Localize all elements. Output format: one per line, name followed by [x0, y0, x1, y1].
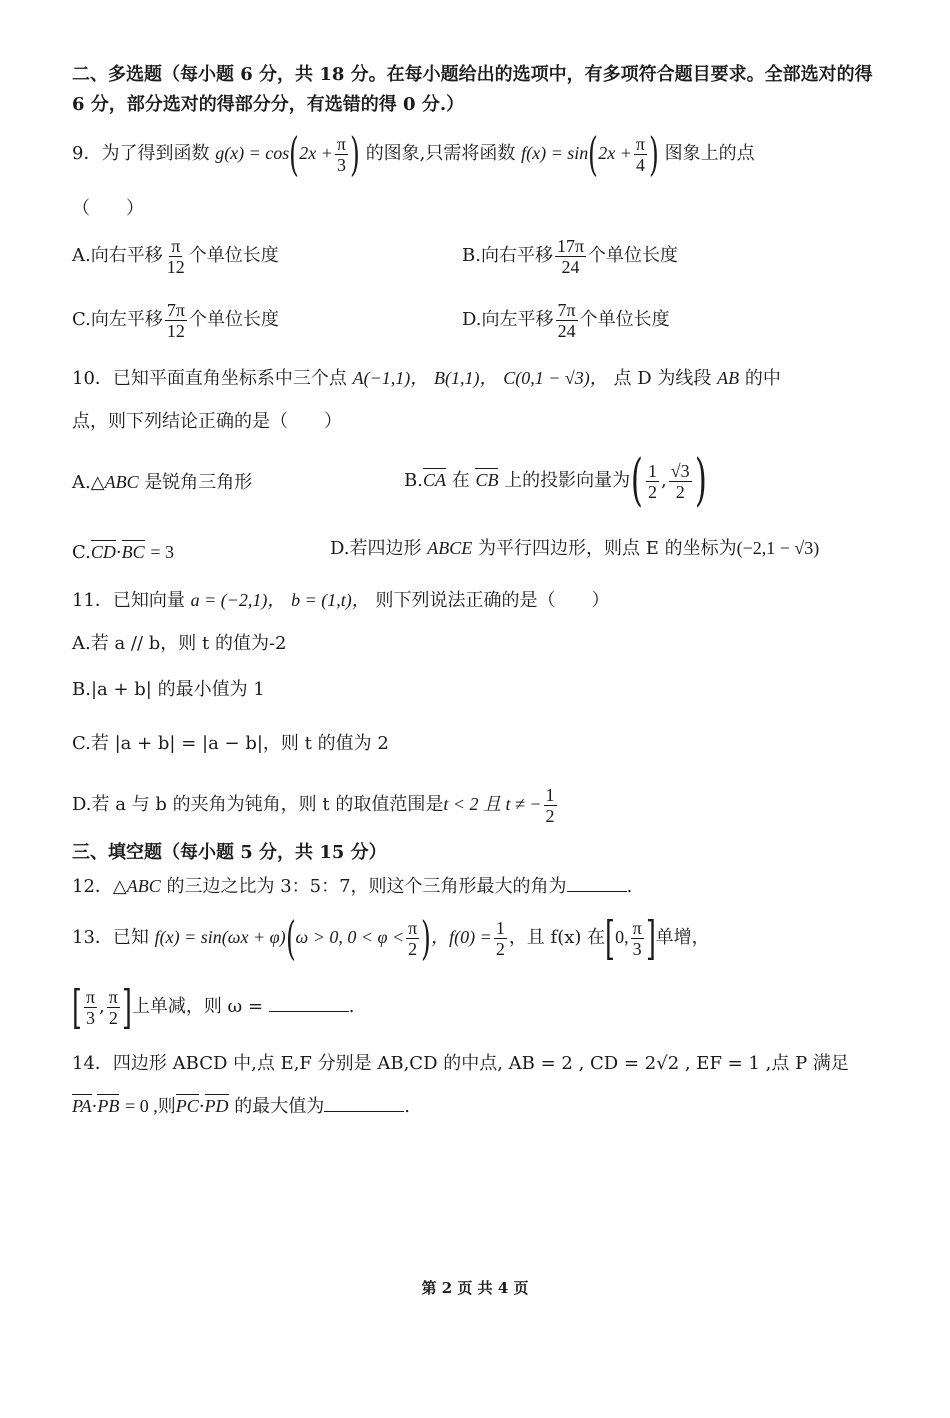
q9-answer-paren: （ ） — [72, 198, 144, 219]
q9-post: 图象上的点 — [664, 143, 755, 164]
question-12: 12．△ABC 的三边之比为 3：5：7，则这个三角形最大的角为 . — [72, 876, 633, 897]
q12-answer-blank[interactable] — [567, 891, 627, 892]
paren-open: ( — [588, 127, 599, 181]
q9-f-arg: 2x + — [598, 143, 632, 163]
q9-option-c: C.向左平移 $\frac{7\pi}{12}$ 个单位长度 — [72, 299, 279, 341]
question-14: 14．四边形 ABCD 中,点 E,F 分别是 AB,CD 的中点, AB = 2 , CD = 2√2 , EF = 1 ,点 P 满足 — [72, 1053, 849, 1074]
q9-number: 9． — [72, 143, 102, 164]
q9-option-b: B.向右平移 $\frac{17\pi}{24}$ 个单位长度 — [462, 235, 679, 277]
q10-point-c: C(0,1 − √3)， — [503, 368, 608, 388]
q10-line-2: 点，则下列结论正确的是（ ） — [72, 411, 342, 432]
q11-vector-b: b = (1,t)， — [291, 590, 370, 610]
q11-option-b: B.|a + b| 的最小值为 1 — [72, 679, 265, 700]
q11-option-d: D.若 a 与 b 的夹角为钝角，则 t 的取值范围是t < 2 且 t ≠ − $\frac{1}{2}$ — [72, 784, 555, 826]
q9-prefix: 为了得到函数 — [101, 143, 210, 164]
q11-option-a: A.若 a // b，则 t 的值为-2 — [72, 633, 287, 654]
question-13: 13．已知 f(x) = sin(ωx + φ)(ω > 0, 0 < φ < $\frac{\pi}{2}$ )，f(0) = $\frac{1}{2}$ ，且 f(x) 在[0, $\frac{\pi}{3}$ ]单增， — [72, 911, 710, 965]
q9-option-d: D.向左平移 $\frac{7\pi}{24}$ 个单位长度 — [462, 299, 670, 341]
q11-vector-a: a = (−2,1)， — [190, 590, 286, 610]
q10-option-a: A.△ABC 是锐角三角形 — [72, 472, 253, 493]
q9-frac-pi-4: $\frac{\pi}{4}$ — [635, 133, 645, 175]
q9-f-func: f(x) = sin — [521, 143, 589, 163]
q9-g-arg: 2x + — [299, 143, 333, 163]
section-2-header: 二、多选题（每小题 6 分，共 18 分。在每小题给出的选项中，有多项符合题目要求。全部选对的得 6 分，部分选对的得部分分，有选错的得 0 分.） — [72, 64, 873, 115]
q10-option-c: C.CD·BC = 3 — [72, 542, 175, 563]
q10-option-b: B.CA 在 CB 上的投影向量为( $\frac{1}{2}$ , $\frac{√3}{2}$ ) — [404, 448, 707, 513]
q9-middle: 的图象,只需将函数 — [365, 143, 516, 164]
q10-point-a: A(−1,1)， — [352, 368, 429, 388]
question-10: 10．已知平面直角坐标系中三个点 A(−1,1)， B(1,1)， C(0,1 − √3)， 点 D 为线段 AB 的中 — [72, 368, 781, 389]
question-9 — [72, 127, 882, 181]
q10-option-d: D.若四边形 ABCE 为平行四边形，则点 E 的坐标为(−2,1 − √3) — [330, 538, 820, 559]
q10-point-b: B(1,1)， — [434, 368, 498, 388]
q13-answer-blank[interactable] — [269, 1011, 349, 1012]
q9-option-a: A.向右平移 $\frac{\pi}{12}$ 个单位长度 — [72, 235, 279, 277]
q9-g-func: g(x) = cos — [215, 143, 290, 163]
paren-open: ( — [289, 127, 300, 181]
q13-line-2: [ $\frac{\pi}{3}$ , $\frac{\pi}{2}$ ]上单减，则 ω = . — [72, 980, 355, 1034]
section-3-header: 三、填空题（每小题 5 分，共 15 分） — [72, 842, 387, 863]
q14-line-2: PA·PB = 0 ,则PC·PD 的最大值为 . — [72, 1096, 411, 1117]
q11-option-c: C.若 |a + b| = |a − b|，则 t 的值为 2 — [72, 733, 389, 754]
question-11: 11．已知向量 a = (−2,1)， b = (1,t)， 则下列说法正确的是（ ） — [72, 590, 610, 611]
q9-frac-pi-3: $\frac{\pi}{3}$ — [336, 133, 346, 175]
q14-answer-blank[interactable] — [324, 1111, 404, 1112]
paren-close: ) — [350, 127, 360, 181]
page-footer: 第 2 页 共 4 页 — [421, 1279, 529, 1297]
paren-close: ) — [649, 127, 659, 181]
